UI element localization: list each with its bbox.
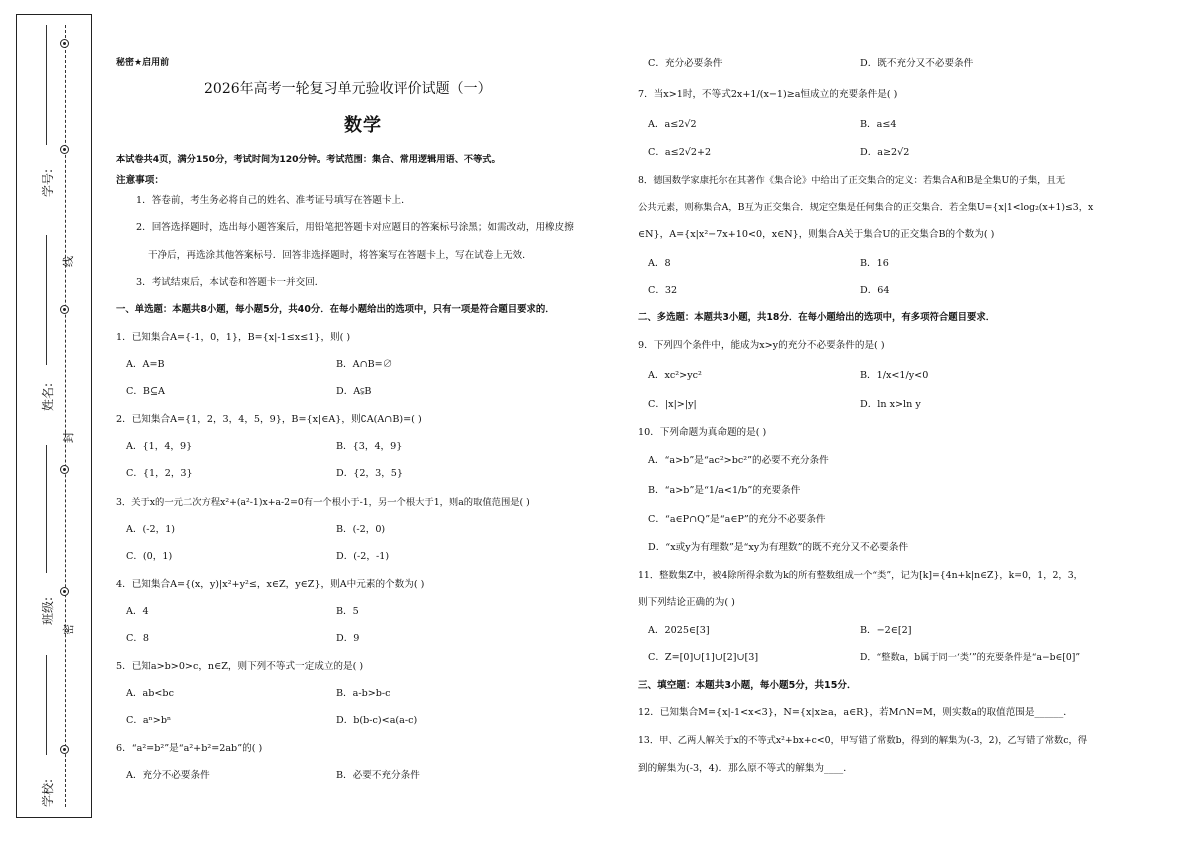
question-3-option-a: A．(-2，1) [126, 524, 176, 535]
section-heading-fill-blank: 三、填空题：本题共3小题，每小题5分，共15分． [638, 680, 857, 691]
question-5-stem: 5．已知a>b>0>c，n∈Z，则下列不等式一定成立的是( ) [116, 661, 364, 672]
question-1-stem: 1．已知集合A={-1，0，1}，B={x|-1≤x≤1}，则( ) [116, 332, 351, 343]
question-9-option-b: B．1/x<1/y<0 [860, 370, 929, 381]
question-1-option-a: A．A=B [126, 359, 165, 370]
binding-hole [60, 145, 69, 154]
question-13-line-2: 到的解集为(-3，4)．那么原不等式的解集为____． [638, 763, 853, 774]
seal-word-line: 线 [62, 256, 75, 267]
question-7-option-b: B．a≤4 [860, 119, 897, 130]
binding-hole [60, 587, 69, 596]
question-6-option-c: C．充分必要条件 [648, 58, 723, 69]
question-2-option-b: B．{3，4，9} [336, 441, 403, 452]
notice-item-1: 1．答卷前，考生务必将自己的姓名、准考证号填写在答题卡上． [136, 195, 411, 206]
question-10-option-b: B．“a>b”是“1/a<1/b”的充要条件 [648, 485, 801, 496]
school-line [46, 655, 47, 755]
question-1-option-d: D．A⫋B [336, 386, 372, 397]
question-11-option-b: B．−2∈[2] [860, 625, 912, 636]
question-8-line-2: 公共元素，则称集合A，B互为正交集合．规定空集是任何集合的正交集合．若全集U={x|1<log₂(x+1)≤3，x [638, 202, 1094, 213]
question-8-option-d: D．64 [860, 285, 890, 296]
binding-hole [60, 39, 69, 48]
question-13-line-1: 13．甲、乙两人解关于x的不等式x²+bx+c<0，甲写错了常数b，得到的解集为(-3，2)，乙写错了常数c，得 [638, 735, 1088, 746]
question-5-option-c: C．aⁿ>bⁿ [126, 715, 172, 726]
question-6-option-a: A．充分不必要条件 [126, 770, 210, 781]
class-line [46, 445, 47, 573]
question-2-option-a: A．{1，4，9} [126, 441, 193, 452]
question-10-option-a: A．“a>b”是“ac²>bc²”的必要不充分条件 [648, 455, 829, 466]
question-4-option-a: A．4 [126, 606, 149, 617]
seal-word-secret: 密 [62, 624, 75, 635]
binding-hole [60, 745, 69, 754]
question-7-option-c: C．a≤2√2+2 [648, 147, 712, 158]
question-11-option-c: C．Z=[0]∪[1]∪[2]∪[3] [648, 652, 759, 663]
binding-hole [60, 305, 69, 314]
question-4-option-c: C．8 [126, 633, 150, 644]
question-9-option-a: A．xc²>yc² [648, 370, 702, 381]
question-3-stem: 3．关于x的一元二次方程x²+(a²-1)x+a-2=0有一个根小于-1，另一个根大于1，则a的取值范围是( ) [116, 497, 530, 508]
question-3-option-b: B．(-2，0) [336, 524, 386, 535]
question-8-option-c: C．32 [648, 285, 678, 296]
section-heading-single-choice: 一、单选题：本题共8小题，每小题5分，共40分．在每小题给出的选项中，只有一项是符合题目要求的． [116, 304, 555, 315]
exam-title: 2026年高考一轮复习单元验收评价试题（一） [204, 81, 492, 97]
student-id-line [46, 25, 47, 145]
name-label: 姓名: [41, 382, 55, 411]
question-2-option-d: D．{2，3，5} [336, 468, 403, 479]
question-9-stem: 9．下列四个条件中，能成为x>y的充分不必要条件的是( ) [638, 340, 885, 351]
class-label: 班级: [41, 596, 55, 625]
question-11-option-a: A．2025∈[3] [648, 625, 710, 636]
question-10-stem: 10．下列命题为真命题的是( ) [638, 427, 767, 438]
question-4-stem: 4．已知集合A={(x，y)|x²+y²≤，x∈Z，y∈Z}，则A中元素的个数为( ) [116, 579, 425, 590]
question-9-option-c: C．|x|>|y| [648, 399, 697, 410]
binding-hole [60, 465, 69, 474]
question-8-line-3: ∈N}，A={x|x²−7x+10<0，x∈N}，则集合A关于集合U的正交集合B的个数为( ) [638, 229, 995, 240]
question-3-option-c: C．(0，1) [126, 551, 173, 562]
name-line [46, 235, 47, 365]
notice-item-2a: 2．回答选择题时，选出每小题答案后，用铅笔把答题卡对应题目的答案标号涂黑；如需改动，用橡皮擦 [136, 222, 574, 233]
question-5-option-a: A．ab<bc [126, 688, 174, 699]
question-8-option-b: B．16 [860, 258, 889, 269]
question-6-stem: 6．“a²=b²”是“a²+b²=2ab”的( ) [116, 743, 263, 754]
question-11-option-d: D．“整数a，b属于同一‘类’”的充要条件是“a−b∈[0]” [860, 652, 1081, 663]
student-id-label: 学号: [41, 168, 55, 197]
subject-title: 数学 [344, 115, 382, 136]
question-5-option-b: B．a-b>b-c [336, 688, 391, 699]
question-2-stem: 2．已知集合A={1，2，3，4，5，9}，B={x|∈A}，则∁A(A∩B)=( ) [116, 414, 422, 425]
question-4-option-b: B．5 [336, 606, 359, 617]
binding-strip [16, 14, 92, 818]
question-10-option-c: C．“a∈P∩Q”是“a∈P”的充分不必要条件 [648, 514, 826, 525]
question-2-option-c: C．{1，2，3} [126, 468, 193, 479]
question-8-option-a: A．8 [648, 258, 671, 269]
confidential-mark: 秘密★启用前 [116, 58, 170, 68]
question-6-option-b: B．必要不充分条件 [336, 770, 420, 781]
question-9-option-d: D．ln x>ln y [860, 399, 921, 410]
notice-title: 注意事项： [116, 175, 164, 186]
question-11-line-1: 11．整数集Z中，被4除所得余数为k的所有整数组成一个“类”，记为[k]={4n+k|n∈Z}，k=0，1，2，3， [638, 570, 1083, 581]
question-7-option-a: A．a≤2√2 [648, 119, 697, 130]
question-1-option-b: B．A∩B=∅ [336, 359, 393, 370]
question-7-option-d: D．a≥2√2 [860, 147, 910, 158]
notice-item-2b: 干净后，再选涂其他答案标号．回答非选择题时，将答案写在答题卡上，写在试卷上无效． [148, 250, 532, 261]
question-8-line-1: 8．德国数学家康托尔在其著作《集合论》中给出了正交集合的定义：若集合A和B是全集U的子集，且无 [638, 175, 1066, 186]
exam-description: 本试卷共4页，满分150分，考试时间为120分钟。考试范围：集合、常用逻辑用语、不等式。 [116, 154, 501, 165]
seal-word-seal: 封 [62, 432, 75, 443]
seal-dash-line [65, 25, 66, 807]
question-5-option-d: D．b(b-c)<a(a-c) [336, 715, 418, 726]
school-label: 学校: [41, 778, 55, 807]
notice-item-3: 3．考试结束后，本试卷和答题卡一并交回． [136, 277, 325, 288]
question-1-option-c: C．B⊆A [126, 386, 165, 397]
question-3-option-d: D．(-2，-1) [336, 551, 390, 562]
question-11-line-2: 则下列结论正确的为( ) [638, 597, 735, 608]
question-7-stem: 7．当x>1时，不等式2x+1/(x−1)≥a恒成立的充要条件是( ) [638, 89, 898, 100]
question-12-stem: 12．已知集合M={x|-1<x<3}，N={x|x≥a，a∈R}，若M∩N=M，则实数a的取值范围是______． [638, 707, 1073, 718]
question-4-option-d: D．9 [336, 633, 360, 644]
question-6-option-d: D．既不充分又不必要条件 [860, 58, 974, 69]
section-heading-multi-choice: 二、多选题：本题共3小题，共18分．在每小题给出的选项中，有多项符合题目要求． [638, 312, 996, 323]
question-10-option-d: D．“x或y为有理数”是“xy为有理数”的既不充分又不必要条件 [648, 542, 909, 553]
